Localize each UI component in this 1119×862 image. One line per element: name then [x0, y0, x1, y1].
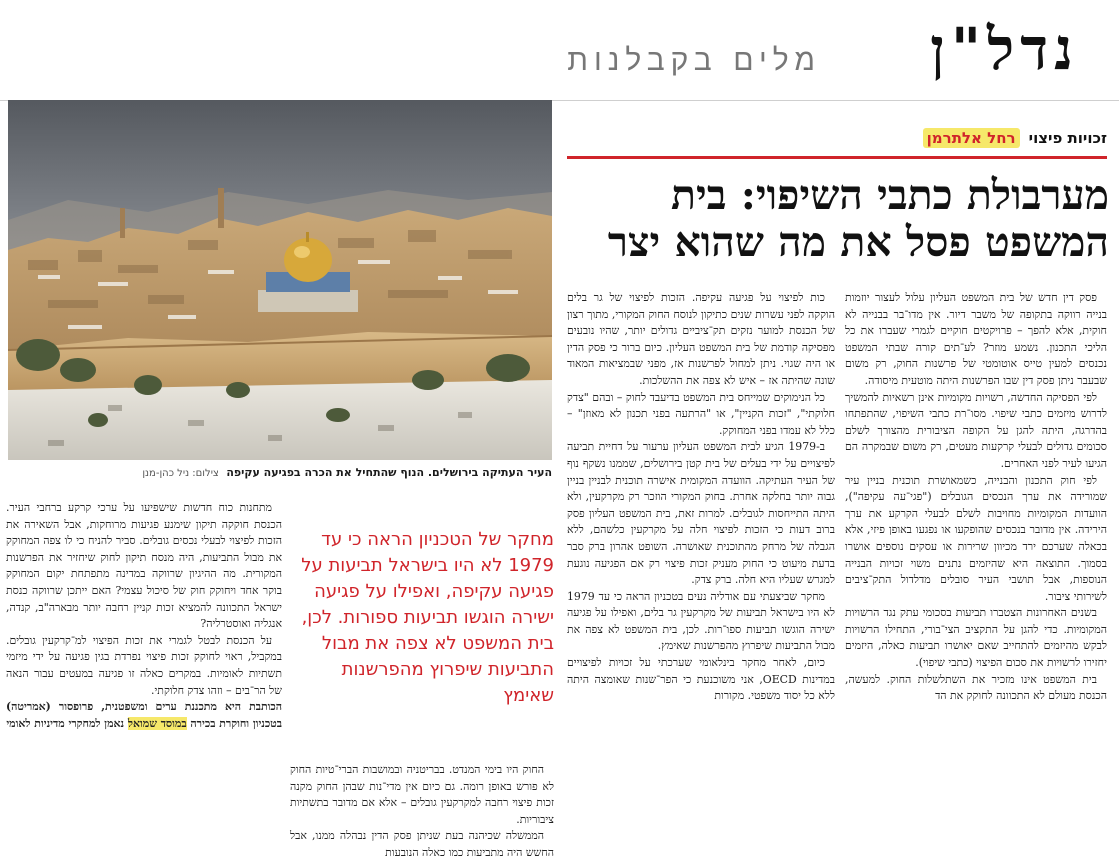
paragraph: כל הנימוקים שמייחס בית המשפט בדיעבד לחוק – ובהם "צדק חלוקתי", "זכות הקניין", או "הרתעה בפני תכנון לא מאוזן" – כלל לא עמדו בפני המחוקק.	[567, 390, 835, 437]
paragraph: לפי הפסיקה החדשה, רשויות מקומיות אינן רשאיות להמשיך לדרוש מיזמים כתבי שיפוי. מסו־רת כתבי השיפוי, שהתפתחו בהדרגה, היתה להגן על הקופה הציבורית מהצורך לשלם סכומים גדולים לבעלי קרקעות מעטים, רק משום שבמקרה הם הגיעו לעיר לפני האחרים.	[845, 390, 1107, 470]
paragraph: כות לפיצוי על פגיעה עקיפה. הזכות לפיצוי של גר בלים הוקקה לפני עשרות שנים כתיקון לנוסח החוק המקורי, מתוך רצון של הכנסת למוער נזקים תק־ציביים גדולים יותר, שהיו נובעים מפסיקה קודמת של בית המשפט העליון. כיום ברור כי פסק הדין או היה שגוי. ניתן למחול לפרשנות אז, מפני שבמציאות המאוד שונה שהיתה אז – איש לא צפה את ההשלכות.	[567, 291, 835, 387]
photo-caption	[8, 466, 552, 481]
bio-line-2: פרופסור (אמריטה) בטכניון וחוקרת בכירה	[6, 700, 282, 730]
section-name: זכויות פיצוי	[1028, 129, 1107, 147]
paragraph: לפי חוק התכנון והבנייה, כשמאושרת תוכנית בניין עיר שמורידה את ערך הנכסים הגובלים ("פגי־עה עקיפה"), הוועדות המקומיות מחויבות לשלם לבעלי הקרקע את ערך הירידה. אין מדובר בנכסים שהופקעו או נפגעו באופן פיזי, אלא בכאלה שערכם ירד מכיוון שרירות או עסקים נוספים אושרו בסמוך. התוצאה היא שהיזמים נתנים משוי זכויות הבנייה הנוספות, אבל תושבי העיר סובלים מדלדול התק־ציבים לשירותי ציבור.	[845, 473, 1107, 603]
masthead-brand: נדל"ן	[930, 15, 1079, 83]
article-column-4	[6, 500, 282, 807]
caption-text: העיר העתיקה בירושלים. הנוף שהתחיל את הכרה בפגיעה עקיפה	[226, 466, 552, 479]
paragraph: פסק דין חדש של בית המשפט העליון עלול לעצור יוזמות בנייה רווקה בתקופה של משבר דיור. אין מדו־בר בבנייה לא חוקית, אלא להפך – פרויקטים חוקיים לגמרי שעברו את כל הליכי התכנון. נשמע מוזר? לע־תים קורה שבתי המשפט נכנסים למעין טייס אוטומטי של פרשנות החוק, רק משום שבעבר ניתן פסק דין שבו הפרשנות היתה מוטעית מיסודה.	[845, 291, 1107, 387]
bio-institute-highlight: במוסד שמואל	[127, 716, 187, 730]
red-divider	[567, 156, 1107, 159]
paragraph: בית המשפט אינו מזכיר את השתלשלות החוק. למעשה, הכנסת מעולם לא התכוונה לחוקק את הד	[845, 672, 1107, 703]
author-name: רחל אלתרמן	[923, 128, 1020, 148]
paragraph: ב-1979 הגיע לבית המשפט העליון ערעור על דחיית תביעה לפיצויים על ידי בעלים של בית קטן בירושלים, שממנו נשקף נוף של העיר העתיקה. הוועדה המקומית אישרה תוכנית לבניין בניין גבוה יותר בחלקה אחרת. בחוק המקורי הוזכר רק מקרקעין, ולא היתה התייחסות לגובלים. למרות זאת, בית המשפט העליון פסק ברוב דעות כי הזכות לפיצוי חלה על מקרקעין כלשהם, ללא הגבלה של מרחק מהתוכנית שאושרה. השופט אהרון ברק סבר בדעת מיעוט כי החוק מעניק זכות פיצוי רק אם הפגיעה נוגעת למגרש שעליו היא חלה. ברק צדק.	[567, 440, 835, 587]
photo-credit: צילום: ניל כהן-מנן	[142, 468, 219, 479]
article-column-3	[290, 762, 554, 859]
paragraph: מתחנות כוח חדשות שישפיעו על ערכי קרקע ברחבי העיר. הכנסת חוקקה תיקון שימנע פגיעות מרוחקות, אבל השאירה את הזכות לפיצוי לבעלי נכסים גובלים. סביר להניח כי לו צפה המחוקק את מבול התביעות, היה מנסח תיקון לחוק שיחזיר את הפרשנות המקורית. מה ההיגיון שרווקה במדינה מתפתחת יקום המחוקק בוקר אחד ויחוקק חוק של סיכול עצמי? האם ייתכן שרווקה כנסת ישראל התכוונה להמציא זכות קניין רחבה יותר מבארה"ב, קנדה, אנגליה ואוסטרליה?	[6, 501, 282, 631]
bio-line-3: נאמן למחקרי מדיניות לאומי	[6, 716, 125, 730]
author-bio	[6, 699, 282, 732]
paragraph: על הכנסת לבטל לגמרי את זכות הפיצוי למ־קרקעין גובלים. במקביל, ראוי לחוקק זכות פיצוי נפרדת בגין פגיעה על ידי מיזמי תשתיות לאומיות. במקרים כאלה זו פגיעה במעטים עבור הנאה של הר־בים – וזהו צדק חלוקתי.	[6, 633, 282, 697]
jerusalem-photo	[8, 100, 552, 460]
paragraph: מחקר שביצעתי עם אודליה נעים בטכניון הראה כי עד 1979 לא היו בישראל תביעות של מקרקעין גר בלים, ואפילו על פגיעה ישירה הוגשו תביעות ספו־רות. לכן, בית המשפט לא צפה את מבול התביעות שיפרוץ מהפרשנות שאימץ.	[567, 589, 835, 653]
masthead-subtitle: מלים בקבלנות	[567, 43, 821, 78]
article-column-1	[845, 290, 1107, 807]
article-headline: מערבולת כתבי השיפוי: בית המשפט פסל את מה שהוא יצר	[607, 171, 1109, 266]
section-byline	[567, 128, 1107, 156]
paragraph: בשנים האחרונות הצטברו תביעות בסכומי עתק נגד הרשויות המקומיות. כדי להגן על התקציב הצי־בורי, התחילו הרשויות לבקש מהיזמים להתחייב שאם יאושרו תביעות כאלה, היזמים יחזירו לרשויות את סכום הפיצוי (כתבי שיפוי).	[845, 606, 1107, 670]
paragraph: החוק היו בימי המנדט. בבריטניה ובמושבות הברי־טיות החוק לא פורש באופן רומה. גם כיום אין מדי־נות שבהן החוק מקנה זכות פיצוי רחבה למקרקעין גובלים – אלא אם מדובר בתשתיות ציבוריות.	[290, 763, 554, 826]
pull-quote: מחקר של הטכניון הראה כי עד 1979 לא היו בישראל תביעות על פגיעה עקיפה, ואפילו על פגיעה ישירה הוגשו תביעות ספורות. לכן, בית המשפט לא צפה את מבול התביעות שיפרוץ מהפרשנות שאימץ	[301, 529, 554, 706]
paragraph: כיום, לאחר מחקר בינלאומי שערכתי על זכויות לפיצויים במדינות OECD, אני משוכנעת כי הפר־שנות שאומצה היתה ללא כל יסוד משפטי. מקורות	[567, 656, 835, 703]
article-column-2	[567, 290, 835, 807]
bio-line-1: הכותבת היא מתכננת ערים ומשפטנית,	[101, 700, 282, 714]
paragraph: הממשלה שכיהנה בעת שניתן פסק הדין נבהלה ממנו, אבל החשש היה מתביעות כמו כאלה הנובעות	[290, 829, 554, 859]
